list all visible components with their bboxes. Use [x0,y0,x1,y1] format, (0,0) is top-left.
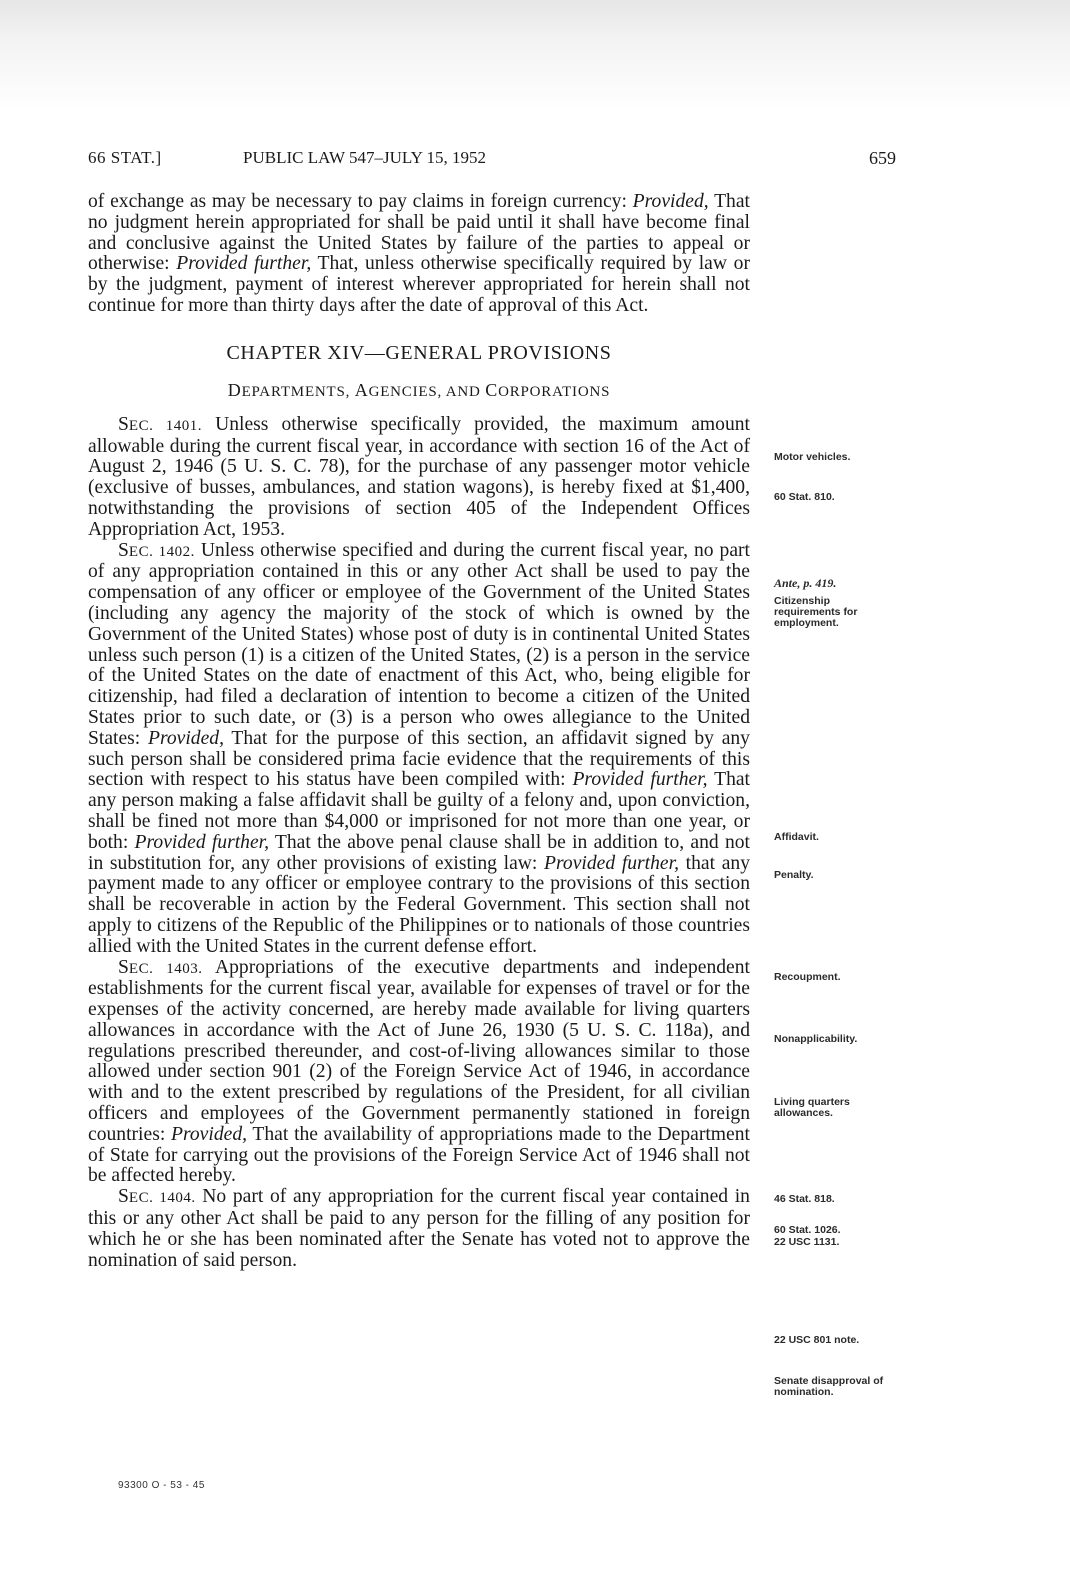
section-1401: SEC. 1401. Unless otherwise specifically provided, the maximum amount allowable during the current fiscal year, in accordance with section 16 of the Act of August 2, 1946 (5 U. S. C. 78), for the purchase of any passenger motor vehicle (exclusive of busses, ambulances, and station wagons), is hereby fixed at $1,400, notwithstanding the provisions of section 405 of the Independent Offices Appropriation Act, 1953. [88,413,750,540]
paragraph-continued: of exchange as may be necessary to pay claims in foreign currency: Provided, That no judgment herein appropriated for shall be paid until it shall have become final and conclusive against the United States by failure of the parties to appeal or otherwise: Provided further, That, unless otherwise specifically required by law or by the judgment, payment of interest wherever appropriated for herein shall not continue for more than thirty days after the date of approval of this Act. [88,191,750,316]
margin-note: 22 USC 801 note. [774,1334,860,1346]
margin-note: Motor vehicles. [774,451,851,463]
page-number: 659 [869,148,896,168]
section-1404: SEC. 1404. No part of any appropriation for the current fiscal year contained in this or any other Act shall be paid to any person for the filling of any position for which he or she has been nominated after the Senate has voted not to approve the nomination of said person. [88,1186,750,1271]
margin-note: Recoupment. [774,971,841,983]
section-1402: SEC. 1402. Unless otherwise specified and during the current fiscal year, no part of any appropriation contained in this or any other Act shall be used to pay the compensation of any officer or employee of the Government of the United States (including any agency the majority of the stock of which is owned by the Government of the United States) whose post of duty is in continental United States unless such person (1) is a citizen of the United States, (2) is a person in the service of the United States on the date of enactment of this Act, who, being eligible for citizenship, had filed a declaration of intention to become a citizen of the United States prior to such date, or (3) is a person who owes allegiance to the United States: Provided, That for the purpose of this section, an affidavit signed by any such person shall be considered prima facie evidence that the requirements of this section with respect to his status have been compiled with: Provided further, That any person making a false affidavit shall be guilty of a felony and, upon conviction, shall be fined not more than $4,000 or imprisoned for not more than one year, or both: Provided further, That the above penal clause shall be in addition to, and not in substitution for, any other provisions of existing law: Provided further, that any payment made to any officer or employee contrary to the provisions of this section shall be recoverable in action by the Federal Government. This section shall not apply to citizens of the Republic of the Philippines or to nationals of those countries allied with the United States in the current defense effort. [88,539,751,957]
page-header [88,148,896,172]
margin-note: 60 Stat. 810. [774,491,835,503]
margin-note: 46 Stat. 818. [774,1193,835,1205]
statute-volume: 66 STAT.] [88,148,162,167]
print-job-code: 93300 O - 53 - 45 [118,1480,205,1491]
margin-note: Penalty. [774,869,814,881]
margin-note: Affidavit. [774,831,819,843]
running-title: PUBLIC LAW 547–JULY 15, 1952 [243,148,486,167]
section-subheading: DEPARTMENTS, AGENCIES, AND CORPORATIONS [227,379,611,400]
margin-note: Ante, p. 419. [774,576,837,590]
scan-shadow [0,0,1070,110]
margin-note: Nonapplicability. [774,1033,858,1045]
margin-note: Living quarters allowances. [774,1096,850,1119]
margin-note: Senate disapproval of nomination. [774,1375,884,1398]
body-text [88,192,750,1271]
margin-note: Citizenship requirements for employment. [774,595,858,629]
margin-note: 22 USC 1131. [774,1236,840,1248]
chapter-heading: CHAPTER XIV—GENERAL PROVISIONS [226,341,612,364]
margin-note: 60 Stat. 1026. [774,1224,841,1236]
section-1403: SEC. 1403. Appropriations of the executive departments and independent establishments for the current fiscal year, available for expenses of travel or for the expenses of the activity concerned, are hereby made available for living quarters allowances in accordance with the Act of June 26, 1930 (5 U. S. C. 118a), and regulations prescribed thereunder, and cost-of-living allowances similar to those allowed under section 901 (2) of the Foreign Service Act of 1946, in accordance with and to the extent prescribed by regulations of the President, for all civilian officers and employees of the Government permanently stationed in foreign countries: Provided, That the availability of appropriations made to the Department of State for carrying out the provisions of the Foreign Service Act of 1946 shall not be affected hereby. [88,956,750,1187]
